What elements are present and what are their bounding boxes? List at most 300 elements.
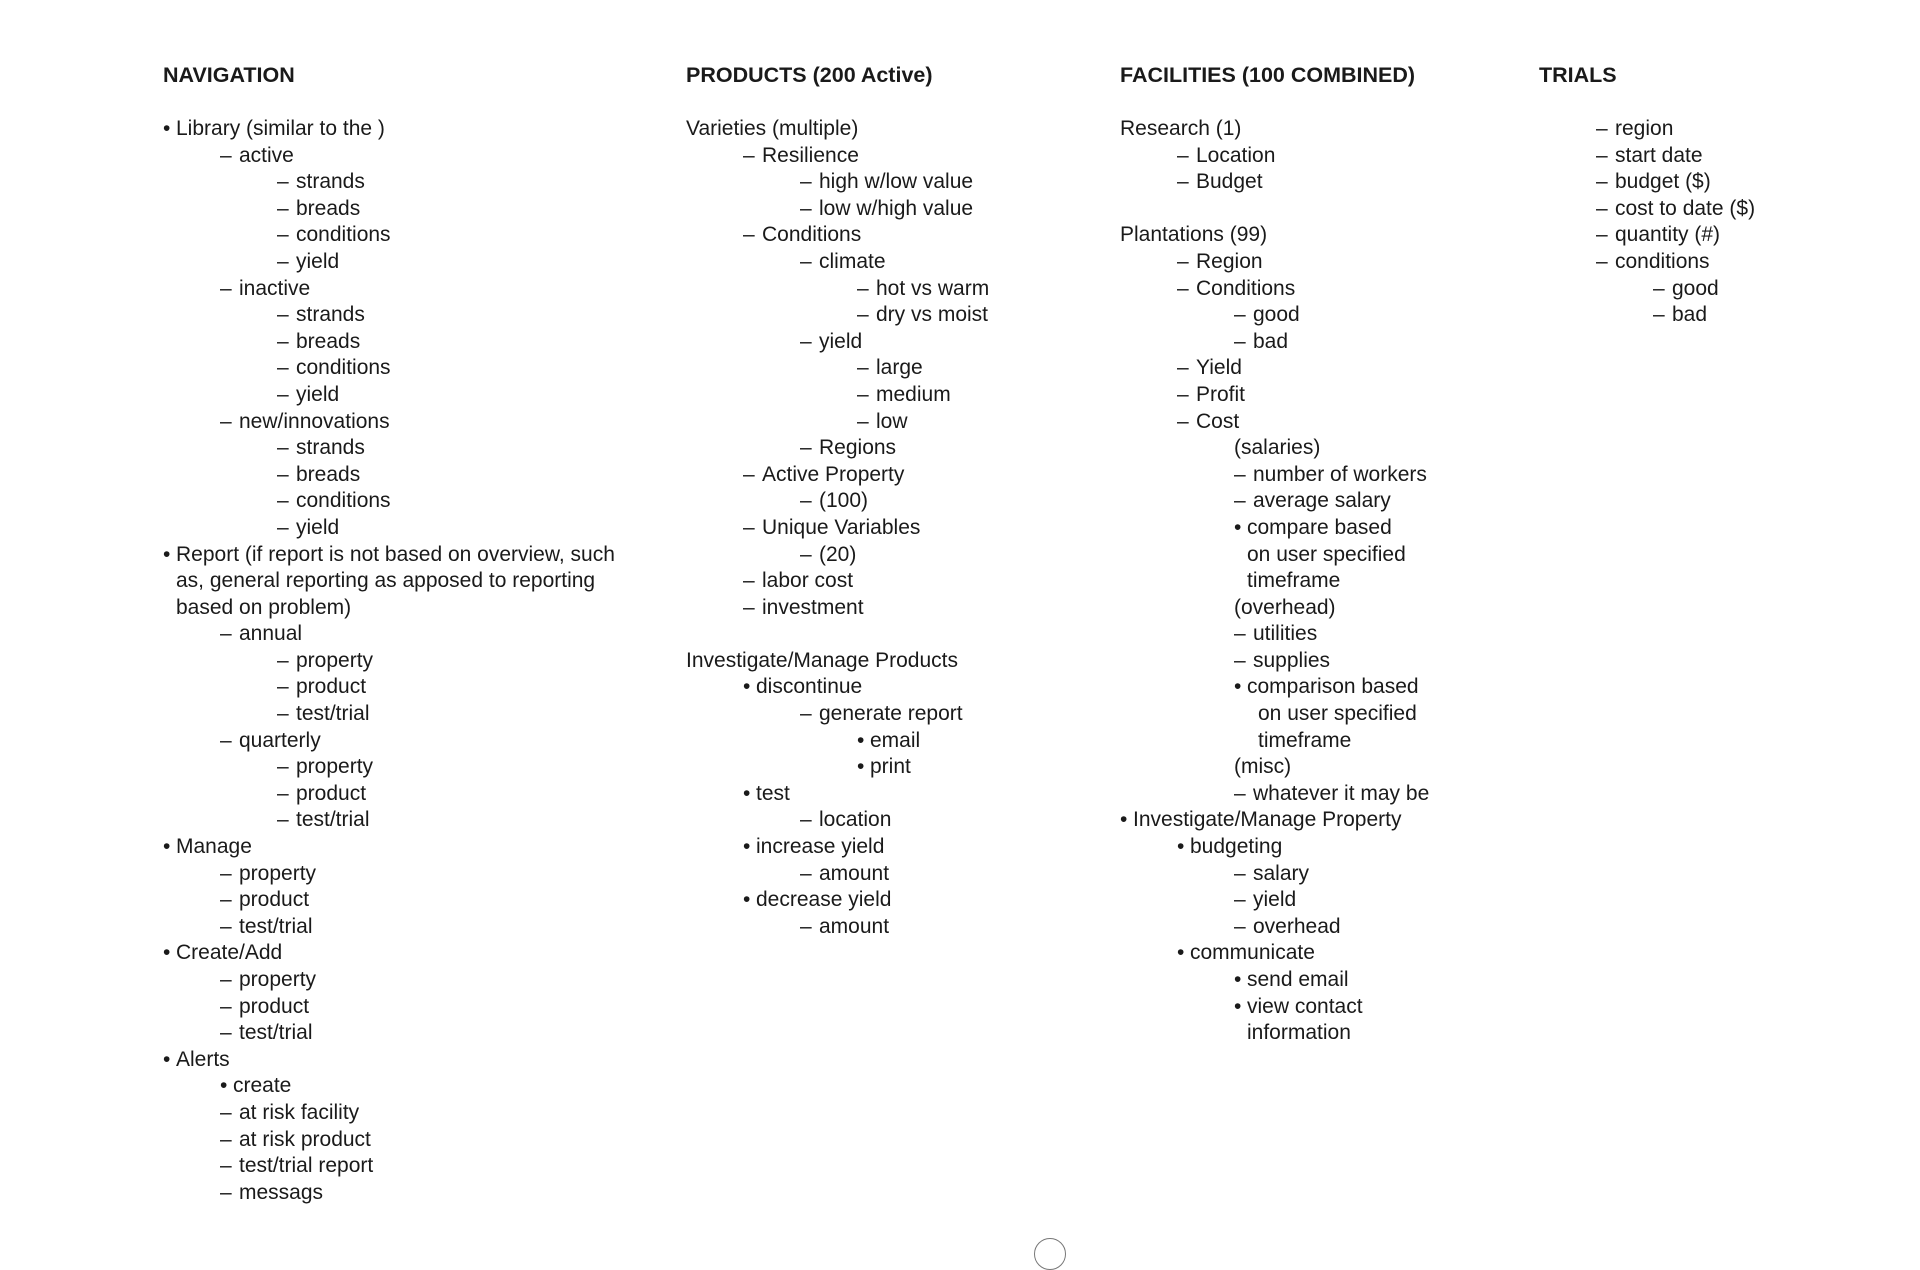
list-item-text: Create/Add — [176, 941, 283, 965]
bullet-icon: • — [163, 941, 171, 965]
dash-icon: – — [1234, 888, 1246, 912]
list-item — [163, 542, 615, 569]
list-item — [163, 754, 602, 781]
list-item-text: information — [1247, 1021, 1351, 1045]
list-item — [163, 674, 602, 701]
bullet-icon: • — [743, 835, 751, 859]
dash-icon: – — [857, 356, 869, 380]
list-item — [686, 382, 958, 409]
dash-icon: – — [1596, 223, 1608, 247]
list-item — [163, 435, 602, 462]
dash-icon: – — [800, 436, 812, 460]
list-item-text: conditions — [1615, 249, 1710, 273]
list-item-text: view contact — [1247, 994, 1363, 1018]
products-list — [686, 116, 990, 940]
list-item-text: test/trial — [296, 702, 370, 726]
bullet-icon: • — [163, 1047, 171, 1071]
facilities-list — [1120, 116, 1430, 1047]
list-item-text: strands — [296, 170, 365, 194]
trials-column — [1539, 62, 1756, 329]
dash-icon: – — [277, 675, 289, 699]
list-item — [163, 648, 602, 675]
list-item-text: discontinue — [756, 675, 863, 699]
list-item-text: (overhead) — [1234, 595, 1336, 619]
list-item-text: conditions — [296, 223, 391, 247]
list-item — [1120, 222, 1415, 249]
list-item — [1539, 249, 1710, 276]
list-item — [1120, 887, 1415, 914]
dash-icon: – — [800, 702, 812, 726]
dash-icon: – — [220, 728, 232, 752]
list-item-text: based on problem) — [176, 595, 352, 619]
dash-icon: – — [1596, 249, 1608, 273]
list-item-text: region — [1615, 117, 1674, 140]
list-item-text: hot vs warm — [876, 276, 990, 300]
bullet-icon: • — [163, 542, 171, 566]
list-item — [686, 196, 974, 223]
list-item-text: yield — [296, 249, 340, 273]
list-item — [686, 754, 958, 781]
list-item — [1120, 568, 1415, 595]
bullet-icon: • — [163, 117, 171, 140]
dash-icon: – — [220, 622, 232, 646]
dash-icon: – — [800, 914, 812, 938]
facilities-heading: FACILITIES (100 COMBINED) — [1120, 63, 1416, 87]
list-item — [163, 222, 602, 249]
list-item — [1120, 648, 1415, 675]
bullet-icon: • — [1120, 808, 1128, 832]
list-item-text: good — [1253, 303, 1300, 327]
navigation-column — [163, 62, 615, 1206]
list-item — [163, 940, 602, 967]
dash-icon: – — [1234, 781, 1246, 805]
list-item — [686, 435, 958, 462]
list-item — [1120, 834, 1415, 861]
list-item — [1120, 143, 1415, 170]
list-item-text: Yield — [1196, 356, 1242, 380]
list-item — [686, 648, 958, 675]
list-item-text: create — [233, 1074, 292, 1098]
list-item — [686, 568, 958, 595]
list-item — [163, 1180, 602, 1207]
list-item — [1120, 488, 1415, 515]
list-item-text: test/trial — [239, 914, 313, 938]
list-item — [1539, 116, 1679, 143]
list-item-text: on user specified — [1258, 702, 1417, 726]
bullet-icon: • — [857, 755, 865, 779]
list-item — [163, 302, 602, 329]
list-item-text: property — [239, 968, 317, 991]
list-item — [686, 515, 958, 542]
list-item — [1120, 382, 1415, 409]
list-item — [163, 781, 602, 808]
dash-icon: – — [800, 861, 812, 885]
dash-icon: – — [1177, 276, 1189, 300]
list-item — [1120, 781, 1430, 808]
list-item-text: (salaries) — [1234, 436, 1321, 460]
navigation-heading: NAVIGATION — [163, 63, 295, 87]
list-item — [163, 728, 602, 755]
list-item-text: strands — [296, 303, 365, 327]
dash-icon: – — [800, 329, 812, 353]
list-item — [1120, 595, 1415, 622]
dash-icon: – — [220, 888, 232, 912]
list-item — [686, 914, 958, 941]
list-item — [686, 728, 958, 755]
list-item — [686, 781, 958, 808]
list-item-text: Library (similar to the ) — [176, 117, 385, 140]
list-item-text: timeframe — [1258, 728, 1352, 752]
list-item — [163, 169, 602, 196]
list-item — [163, 1020, 602, 1047]
list-item-text: (20) — [819, 542, 857, 566]
list-item — [686, 701, 963, 728]
list-item-text: Conditions — [1196, 276, 1296, 300]
list-item-text: print — [870, 755, 911, 779]
list-item-text: on user specified — [1247, 542, 1406, 566]
list-item-text: at risk product — [239, 1127, 371, 1151]
list-item-text: Investigate/Manage Property — [1133, 808, 1402, 832]
list-item-text: Cost — [1196, 409, 1240, 433]
trials-heading: TRIALS — [1539, 63, 1617, 87]
dash-icon: – — [220, 861, 232, 885]
dash-icon: – — [277, 382, 289, 406]
list-item-text: product — [296, 675, 367, 699]
list-item — [686, 355, 958, 382]
bullet-icon: • — [1177, 835, 1185, 859]
dash-icon: – — [743, 595, 755, 619]
list-item-text: comparison based — [1247, 675, 1419, 699]
dash-icon: – — [1177, 249, 1189, 273]
bullet-icon: • — [857, 728, 865, 752]
list-item — [1539, 143, 1703, 170]
list-item-text: yield — [819, 329, 863, 353]
dash-icon: – — [857, 409, 869, 433]
list-item — [1539, 196, 1756, 223]
dash-icon: – — [857, 382, 869, 406]
list-item-text: average salary — [1253, 489, 1391, 513]
list-item-text: Unique Variables — [762, 515, 921, 539]
list-item — [163, 914, 602, 941]
list-item-text: strands — [296, 436, 365, 460]
list-item-text: Profit — [1196, 382, 1246, 406]
list-item-text: overhead — [1253, 914, 1341, 938]
dash-icon: – — [277, 329, 289, 353]
list-item-text: communicate — [1190, 941, 1315, 965]
list-item — [1120, 542, 1415, 569]
list-item-text: budget ($) — [1615, 170, 1711, 194]
dash-icon: – — [277, 648, 289, 672]
list-item — [163, 1073, 602, 1100]
list-item — [686, 807, 958, 834]
list-item — [686, 887, 958, 914]
list-item — [686, 302, 989, 329]
list-item-text: Location — [1196, 143, 1276, 167]
list-item-text: annual — [239, 622, 303, 646]
list-item — [1120, 940, 1415, 967]
list-item — [163, 116, 602, 143]
list-item-text: test — [756, 781, 790, 805]
navigation-list — [163, 116, 615, 1206]
list-item-text: product — [239, 888, 310, 912]
dash-icon: – — [857, 276, 869, 300]
list-item-text: Active Property — [762, 462, 905, 486]
dash-icon: – — [800, 542, 812, 566]
list-item-text: start date — [1615, 143, 1703, 167]
dash-icon: – — [277, 223, 289, 247]
list-item-text: active — [239, 143, 294, 167]
facilities-column — [1120, 62, 1430, 1047]
dash-icon: – — [1177, 409, 1189, 433]
list-gap — [1120, 196, 1415, 223]
list-item-text: email — [870, 728, 921, 752]
list-item — [163, 621, 602, 648]
list-item — [1120, 728, 1415, 755]
dash-icon: – — [277, 702, 289, 726]
list-item-text: location — [819, 808, 892, 832]
dash-icon: – — [743, 223, 755, 247]
dash-icon: – — [743, 569, 755, 593]
list-item — [686, 329, 958, 356]
list-item-text: conditions — [296, 489, 391, 513]
list-item — [163, 329, 602, 356]
dash-icon: – — [1177, 170, 1189, 194]
dash-icon: – — [220, 914, 232, 938]
dash-icon: – — [220, 994, 232, 1018]
list-item — [163, 701, 602, 728]
dash-icon: – — [1234, 914, 1246, 938]
list-item-text: investment — [762, 595, 864, 619]
list-item — [686, 116, 958, 143]
list-item — [1120, 861, 1415, 888]
dash-icon: – — [220, 1021, 232, 1045]
list-item — [163, 887, 602, 914]
list-item-text: high w/low value — [819, 170, 974, 194]
list-item-text: Varieties (multiple) — [686, 117, 859, 140]
dash-icon: – — [1234, 329, 1246, 353]
bullet-icon: • — [1234, 515, 1242, 539]
list-item — [1539, 169, 1711, 196]
dash-icon: – — [1177, 143, 1189, 167]
list-item-text: conditions — [296, 356, 391, 380]
list-item-text: salary — [1253, 861, 1310, 885]
bullet-icon: • — [1177, 941, 1185, 965]
list-item — [1120, 807, 1415, 834]
dash-icon: – — [743, 462, 755, 486]
list-item — [1120, 302, 1415, 329]
list-item-text: property — [296, 648, 374, 672]
dash-icon: – — [277, 303, 289, 327]
list-item — [163, 462, 602, 489]
list-item-text: Resilience — [762, 143, 859, 167]
dash-icon: – — [277, 515, 289, 539]
dash-icon: – — [277, 781, 289, 805]
list-item-text: timeframe — [1247, 569, 1341, 593]
dash-icon: – — [1234, 303, 1246, 327]
list-item-text: breads — [296, 462, 361, 486]
list-item-text: send email — [1247, 968, 1349, 991]
list-item — [1120, 754, 1415, 781]
bullet-icon: • — [1234, 968, 1242, 991]
dash-icon: – — [1596, 170, 1608, 194]
list-item-text: labor cost — [762, 569, 854, 593]
list-item — [163, 355, 602, 382]
list-item-text: amount — [819, 914, 890, 938]
list-item-text: bad — [1672, 303, 1708, 327]
list-item — [1120, 967, 1415, 994]
list-item-text: large — [876, 356, 923, 380]
list-item — [1120, 435, 1415, 462]
list-item — [1120, 116, 1415, 143]
list-item-text: test/trial — [239, 1021, 313, 1045]
dash-icon: – — [277, 196, 289, 220]
bullet-icon: • — [220, 1074, 228, 1098]
list-item — [686, 169, 974, 196]
list-item — [1120, 276, 1415, 303]
list-item-text: yield — [1253, 888, 1297, 912]
dash-icon: – — [800, 196, 812, 220]
list-item-text: Alerts — [176, 1047, 230, 1071]
list-item — [1120, 355, 1415, 382]
list-item — [1120, 462, 1427, 489]
list-item-text: breads — [296, 329, 361, 353]
list-item — [163, 249, 602, 276]
dash-icon: – — [1234, 622, 1246, 646]
list-item-text: good — [1672, 276, 1719, 300]
list-item — [1539, 302, 1708, 329]
list-item — [163, 515, 602, 542]
list-item-text: messags — [239, 1180, 324, 1204]
list-item — [1120, 409, 1415, 436]
bullet-icon: • — [743, 888, 751, 912]
bullet-icon: • — [163, 835, 171, 859]
list-item — [163, 568, 602, 595]
list-item-text: (misc) — [1234, 755, 1292, 779]
list-item-text: yield — [296, 382, 340, 406]
list-item-text: generate report — [819, 702, 963, 726]
list-item-text: new/innovations — [239, 409, 390, 433]
list-item — [686, 595, 958, 622]
list-item-text: product — [239, 994, 310, 1018]
dash-icon: – — [220, 276, 232, 300]
list-item-text: quarterly — [239, 728, 321, 752]
list-item — [686, 276, 990, 303]
list-item-text: low — [876, 409, 908, 433]
list-item — [163, 143, 602, 170]
dash-icon: – — [1234, 861, 1246, 885]
dash-icon: – — [800, 170, 812, 194]
list-item — [1120, 701, 1415, 728]
list-item — [1120, 994, 1415, 1021]
list-item — [1539, 276, 1719, 303]
list-item-text: bad — [1253, 329, 1289, 353]
list-item-text: amount — [819, 861, 890, 885]
list-item — [163, 834, 602, 861]
dash-icon: – — [220, 409, 232, 433]
list-item — [686, 834, 958, 861]
list-item-text: property — [296, 755, 374, 779]
list-item-text: at risk facility — [239, 1100, 360, 1124]
list-item-text: budgeting — [1190, 835, 1283, 859]
list-item — [163, 409, 602, 436]
list-item — [163, 1153, 602, 1180]
products-heading: PRODUCTS (200 Active) — [686, 63, 933, 87]
list-item-text: Plantations (99) — [1120, 223, 1268, 247]
list-item — [686, 222, 958, 249]
list-gap — [686, 621, 958, 648]
list-item — [163, 595, 602, 622]
dash-icon: – — [277, 436, 289, 460]
dash-icon: – — [857, 303, 869, 327]
dash-icon: – — [220, 1180, 232, 1204]
dash-icon: – — [800, 489, 812, 513]
list-item-text: compare based — [1247, 515, 1392, 539]
list-item-text: yield — [296, 515, 340, 539]
bullet-icon: • — [743, 781, 751, 805]
dash-icon: – — [743, 515, 755, 539]
list-item — [163, 1127, 602, 1154]
list-item — [1120, 515, 1415, 542]
list-item-text: Manage — [176, 835, 252, 859]
dash-icon: – — [277, 808, 289, 832]
list-item — [1539, 222, 1721, 249]
list-item — [1120, 1020, 1415, 1047]
dash-icon: – — [1177, 356, 1189, 380]
list-item-text: medium — [876, 382, 951, 406]
list-item-text: climate — [819, 249, 886, 273]
list-item-text: breads — [296, 196, 361, 220]
list-item — [163, 967, 602, 994]
list-item-text: product — [296, 781, 367, 805]
list-item-text: cost to date ($) — [1615, 196, 1756, 220]
dash-icon: – — [800, 808, 812, 832]
dash-icon: – — [277, 170, 289, 194]
dash-icon: – — [1596, 196, 1608, 220]
list-item-text: low w/high value — [819, 196, 974, 220]
dash-icon: – — [277, 356, 289, 380]
list-item-text: (100) — [819, 489, 869, 513]
dash-icon: – — [1653, 303, 1665, 327]
dash-icon: – — [277, 755, 289, 779]
list-item — [686, 409, 958, 436]
list-item-text: inactive — [239, 276, 311, 300]
list-item — [163, 861, 602, 888]
dash-icon: – — [1653, 276, 1665, 300]
list-item-text: test/trial — [296, 808, 370, 832]
bullet-icon: • — [743, 675, 751, 699]
dash-icon: – — [277, 249, 289, 273]
list-item — [163, 196, 602, 223]
list-item — [686, 542, 958, 569]
list-item — [163, 1100, 602, 1127]
products-column — [686, 62, 990, 940]
list-item-text: supplies — [1253, 648, 1331, 672]
list-item-text: Regions — [819, 436, 897, 460]
list-item — [686, 861, 958, 888]
dash-icon: – — [220, 143, 232, 167]
dash-icon: – — [220, 968, 232, 991]
dash-icon: – — [277, 462, 289, 486]
dash-icon: – — [1596, 143, 1608, 167]
list-item-text: as, general reporting as apposed to reporting — [176, 569, 596, 593]
list-item-text: Budget — [1196, 170, 1263, 194]
dash-icon: – — [1177, 382, 1189, 406]
dash-icon: – — [800, 249, 812, 273]
list-item — [163, 994, 602, 1021]
list-item — [1120, 914, 1415, 941]
list-item-text: Conditions — [762, 223, 862, 247]
list-item-text: number of workers — [1253, 462, 1427, 486]
